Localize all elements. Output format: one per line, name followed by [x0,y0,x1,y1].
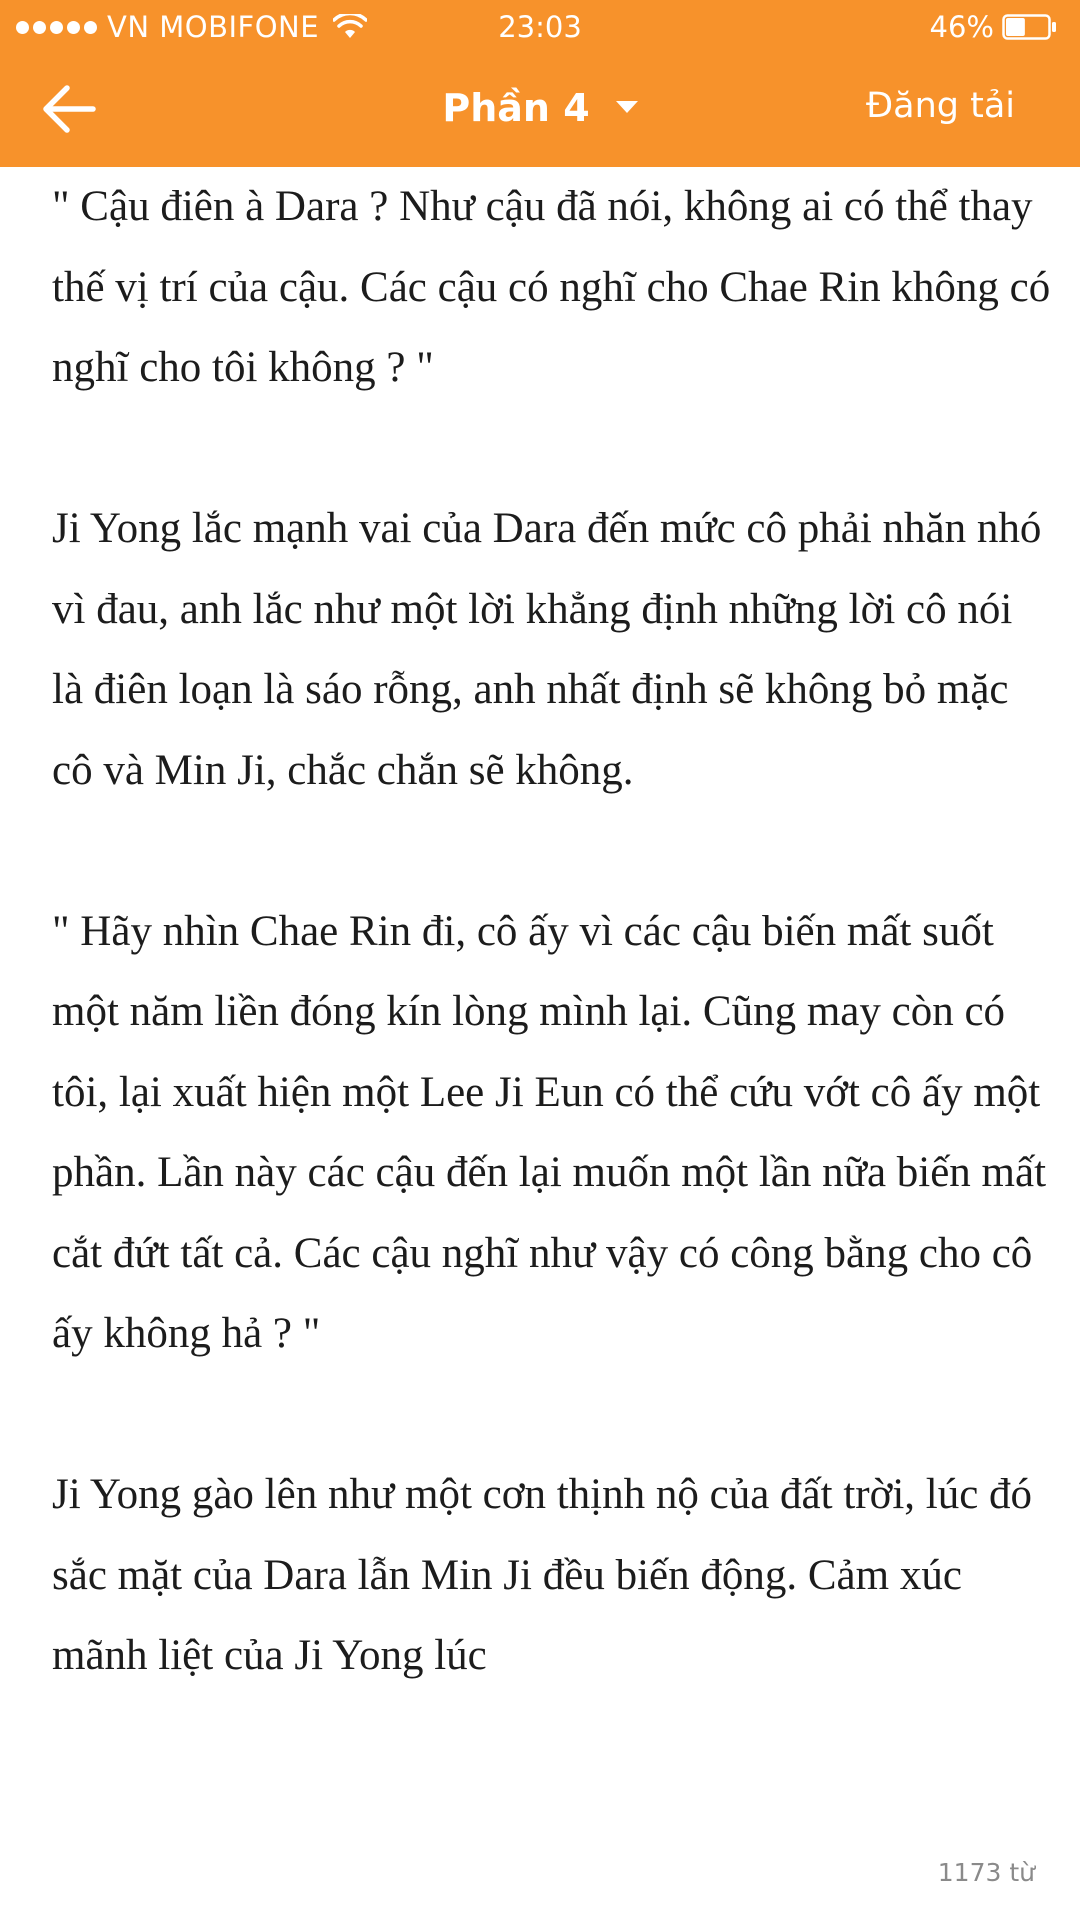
app-header [0,0,1080,167]
word-count: 1173 từ [937,1858,1035,1887]
battery-percent: 46% [929,10,994,44]
part-title: Phần 4 [442,86,590,130]
story-paragraph: " Cậu điên à Dara ? Như cậu đã nói, không ai có thể thay thế vị trí của cậu. Các cậu có nghĩ cho Chae Rin không có nghĩ cho tôi không ? " [52,183,1051,391]
carrier-name: VN MOBIFONE [107,10,320,44]
status-bar [0,0,1080,54]
publish-button[interactable]: Đăng tải [866,86,1015,126]
story-paragraph: Ji Yong lắc mạnh vai của Dara đến mức cô phải nhăn nhó vì đau, anh lắc như một lời khẳng định những lời cô nói là điên loạn là sáo rỗng, anh nhất định sẽ không bỏ mặc cô và Min Ji, chắc chắn sẽ không. [52,505,1042,794]
story-paragraph: " Hãy nhìn Chae Rin đi, cô ấy vì các cậu biến mất suốt một năm liền đóng kín lòng mình lại. Cũng may còn có tôi, lại xuất hiện một Lee Ji Eun có thể cứu vớt cô ấy một phần. Lần này các cậu đến lại muốn một lần nữa biến mất cắt đứt tất cả. Các cậu nghĩ như vậy có công bằng cho cô ấy không hả ? " [52,907,1047,1357]
story-paragraph: Ji Yong gào lên như một cơn thịnh nộ của đất trời, lúc đó sắc mặt của Dara lẫn Min Ji đều biến động. Cảm xúc mãnh liệt của Ji Yong lúc [52,1471,1033,1679]
status-clock: 23:03 [498,10,582,44]
nav-bar [0,54,1080,167]
caret-down-icon [616,101,638,115]
battery-icon [1002,14,1058,40]
status-right [930,10,1058,44]
story-content [52,167,1052,1697]
